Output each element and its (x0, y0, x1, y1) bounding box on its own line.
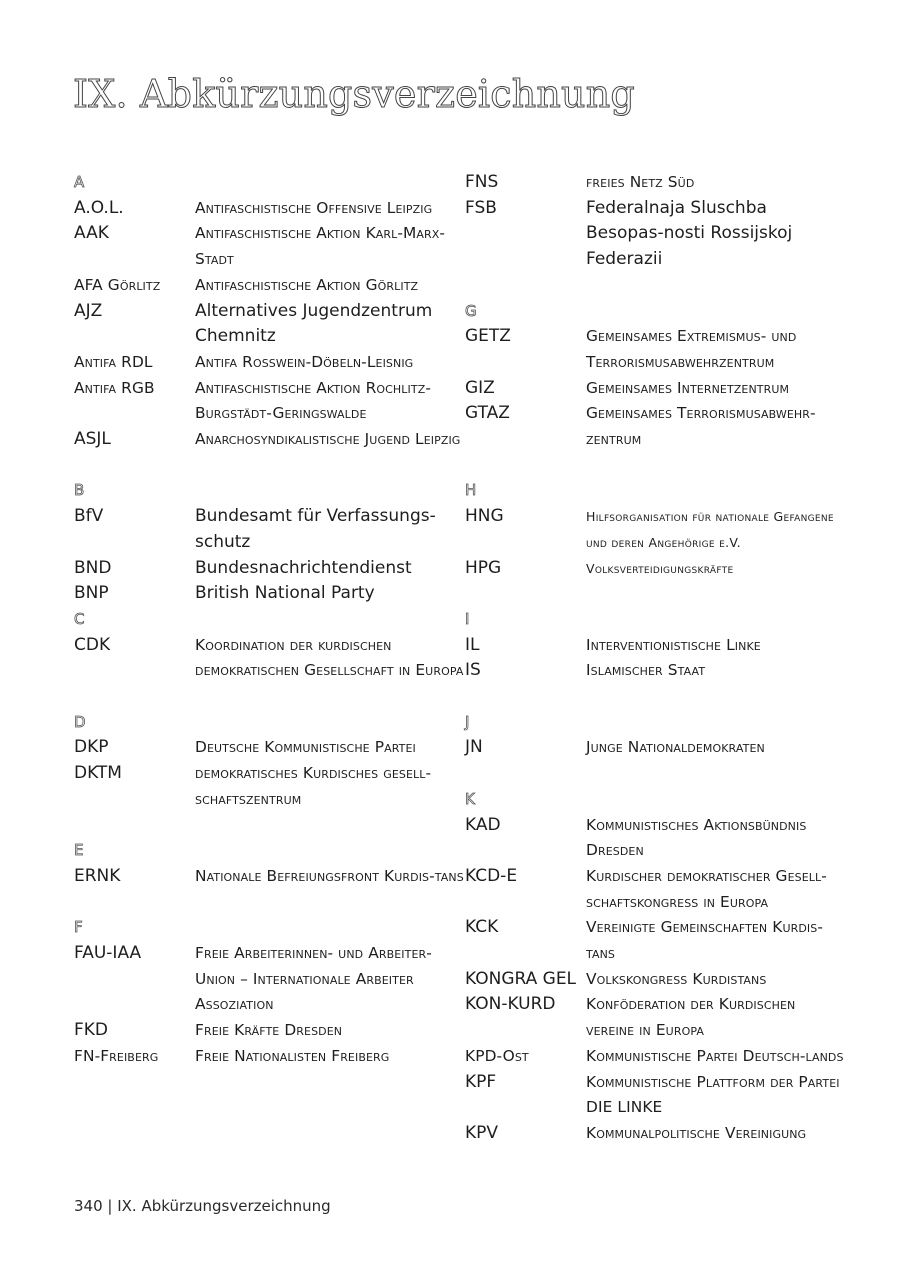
abbreviation-term: BND (74, 557, 112, 578)
abbreviation-entry (74, 556, 464, 582)
section-spacer (74, 453, 464, 479)
section-letter: G (465, 301, 477, 320)
section-spacer (74, 890, 464, 916)
abbreviation-term: HPG (465, 557, 502, 578)
section-letter: K (465, 789, 475, 808)
abbreviation-term: AJZ (74, 300, 103, 321)
abbreviation-term: ASJL (74, 429, 111, 450)
abbreviation-term: KCK (465, 917, 499, 938)
abbreviation-term: KAD (465, 814, 501, 835)
section-spacer (465, 581, 845, 607)
abbreviation-definition: Freie Kräfte Dresden (195, 1021, 343, 1040)
abbreviation-term: AFA Görlitz (74, 275, 161, 294)
abbreviation-term: JN (465, 737, 483, 758)
abbreviation-definition: Antifaschistische Aktion Rochlitz-Burgstädt-Geringswalde (195, 378, 431, 423)
abbreviation-entry (74, 581, 464, 607)
abbreviation-definition: Kommunistisches Aktionsbündnis Dresden (586, 815, 807, 860)
section-letter: J (465, 712, 470, 731)
abbreviation-entry (74, 941, 464, 1018)
abbreviation-entry (74, 864, 464, 890)
page-footer: 340 | IX. Abkürzungsverzeichnung (74, 1197, 331, 1215)
abbreviation-entry (465, 967, 845, 993)
abbreviation-definition: Federalnaja Sluschba Besopas-nosti Rossijskoj Federazii (586, 197, 793, 270)
abbreviation-term: HNG (465, 506, 504, 527)
section-spacer (465, 684, 845, 710)
abbreviation-definition: Bundesamt für Verfassungs-schutz (195, 506, 436, 552)
abbreviation-definition: Kommunalpolitische Vereinigung (586, 1123, 807, 1142)
abbreviation-term: FSB (465, 197, 497, 218)
abbreviation-entry (74, 633, 464, 684)
abbreviation-definition: freies Netz Süd (586, 173, 695, 191)
abbreviation-entry (465, 196, 845, 273)
abbreviation-entry (465, 1070, 845, 1121)
abbreviation-entry (465, 992, 845, 1043)
abbreviation-entry (74, 1044, 464, 1070)
abbreviation-term: GETZ (465, 326, 511, 347)
abbreviation-term: AAK (74, 223, 109, 244)
section-letter: C (74, 609, 85, 628)
section-spacer (465, 761, 845, 787)
abbreviation-term: Antifa RDL (74, 352, 153, 371)
abbreviation-term: GTAZ (465, 403, 510, 424)
abbreviation-term: IL (465, 634, 480, 655)
abbreviation-term: KCD-E (465, 865, 518, 886)
abbreviation-term: A.O.L. (74, 197, 124, 218)
abbreviation-definition: Antifaschistische Aktion Karl-Marx-Stadt (195, 224, 446, 269)
abbreviation-definition: Bundesnachrichtendienst (195, 557, 412, 578)
abbreviation-definition: British National Party (195, 583, 375, 604)
abbreviation-definition: Antifaschistische Aktion Görlitz (195, 275, 419, 294)
abbreviation-definition: Junge Nationaldemokraten (586, 738, 765, 757)
page-title: IX. Abkürzungsverzeichnung (73, 72, 635, 116)
abbreviation-definition: Kommunistische Plattform der Partei DIE LINKE (586, 1072, 840, 1117)
abbreviation-definition: Volkskongress Kurdistans (586, 969, 767, 988)
abbreviation-entry (465, 401, 845, 452)
abbreviation-definition: Nationale Befreiungsfront Kurdis-tans (195, 866, 464, 885)
abbreviation-entry (74, 427, 464, 453)
abbreviation-entry (465, 735, 845, 761)
section-letter: I (465, 609, 470, 628)
abbreviation-entry (74, 273, 464, 299)
abbreviation-definition: Kommunistische Partei Deutsch-lands (586, 1046, 844, 1065)
abbreviation-definition: Antifaschistische Offensive Leipzig (195, 198, 433, 217)
abbreviation-definition: Vereinigte Gemeinschaften Kurdis-tans (586, 918, 823, 963)
section-letter: B (74, 481, 85, 500)
abbreviation-entry (74, 761, 464, 812)
abbreviation-definition: Anarchosyndikalistische Jugend Leipzig (195, 430, 461, 449)
abbreviation-term: BfV (74, 506, 104, 527)
abbreviation-term: Antifa RGB (74, 378, 155, 397)
abbreviation-entry (465, 170, 845, 196)
abbreviation-definition: Freie Arbeiterinnen- und Arbeiter-Union – Internationale Arbeiter Assoziation (195, 944, 432, 1014)
abbreviation-definition: Interventionistische Linke (586, 635, 761, 654)
abbreviation-entry (74, 299, 464, 350)
abbreviation-term: KON-KURD (465, 994, 556, 1015)
abbreviation-definition: Alternatives Jugendzentrum Chemnitz (195, 300, 433, 347)
abbreviation-term: FN-Freiberg (74, 1046, 159, 1065)
section-letter: F (74, 918, 83, 937)
section-spacer (74, 813, 464, 839)
section-spacer (465, 453, 845, 479)
abbreviation-definition: Koordination der kurdischen demokratischen Gesellschaft in Europa (195, 635, 464, 680)
section-letter: H (465, 481, 477, 500)
abbreviation-term: FNS (465, 172, 499, 192)
abbreviation-definition: Volksverteidigungskräfte (586, 560, 734, 576)
abbreviation-entry (465, 504, 845, 555)
abbreviation-entry (465, 1044, 845, 1070)
abbreviation-entry (465, 324, 845, 375)
abbreviation-term: DKP (74, 737, 109, 758)
abbreviation-entry (465, 813, 845, 864)
abbreviation-term: CDK (74, 634, 111, 655)
abbreviation-term: FAU-IAA (74, 943, 142, 964)
abbreviation-term: IS (465, 660, 481, 681)
abbreviation-column-left (74, 170, 464, 1070)
abbreviation-term: KPV (465, 1122, 499, 1143)
abbreviation-entry (465, 864, 845, 915)
section-spacer (74, 684, 464, 710)
abbreviation-term: KPF (465, 1071, 497, 1092)
abbreviation-entry (465, 633, 845, 659)
abbreviation-entry (74, 196, 464, 222)
abbreviation-definition: Gemeinsames Terrorismusabwehr-zentrum (586, 404, 816, 449)
abbreviation-definition: Gemeinsames Extremismus- und Terrorismusabwehrzentrum (586, 327, 797, 371)
abbreviation-entry (465, 1121, 845, 1147)
abbreviation-entry (465, 658, 845, 684)
abbreviation-definition: Konföderation der Kurdischen vereine in Europa (586, 995, 796, 1040)
abbreviation-term: FKD (74, 1020, 109, 1041)
abbreviation-definition: Hilfsorganisation für nationale Gefangene und deren Angehörige e.V. (586, 509, 834, 550)
abbreviation-column-right (465, 170, 845, 1147)
abbreviation-entry (74, 221, 464, 272)
abbreviation-definition: demokratisches Kurdisches gesell-schaftszentrum (195, 764, 432, 808)
abbreviation-entry (465, 556, 845, 582)
section-letter: A (74, 173, 85, 191)
abbreviation-definition: Antifa Rosswein-Döbeln-Leisnig (195, 352, 414, 371)
abbreviation-term: KPD-Ost (465, 1046, 529, 1065)
abbreviation-entry (74, 735, 464, 761)
section-letter: E (74, 841, 84, 860)
abbreviation-definition: Islamischer Staat (586, 661, 706, 680)
abbreviation-entry (74, 504, 464, 555)
section-spacer (465, 273, 845, 299)
abbreviation-term: ERNK (74, 865, 121, 886)
abbreviation-entry (74, 376, 464, 427)
abbreviation-entry (74, 350, 464, 376)
abbreviation-entry (74, 1018, 464, 1044)
abbreviation-definition: Deutsche Kommunistische Partei (195, 738, 416, 757)
abbreviation-entry (465, 376, 845, 402)
abbreviation-term: GIZ (465, 377, 495, 398)
abbreviation-term: KONGRA GEL (465, 968, 577, 989)
abbreviation-term: BNP (74, 583, 109, 604)
abbreviation-entry (465, 915, 845, 966)
abbreviation-term: DKTM (74, 763, 122, 784)
abbreviation-definition: Kurdischer demokratischer Gesell-schaftskongress in Europa (586, 866, 827, 911)
abbreviation-definition: Freie Nationalisten Freiberg (195, 1046, 390, 1065)
abbreviation-definition: Gemeinsames Internetzentrum (586, 378, 790, 397)
section-letter: D (74, 712, 86, 731)
